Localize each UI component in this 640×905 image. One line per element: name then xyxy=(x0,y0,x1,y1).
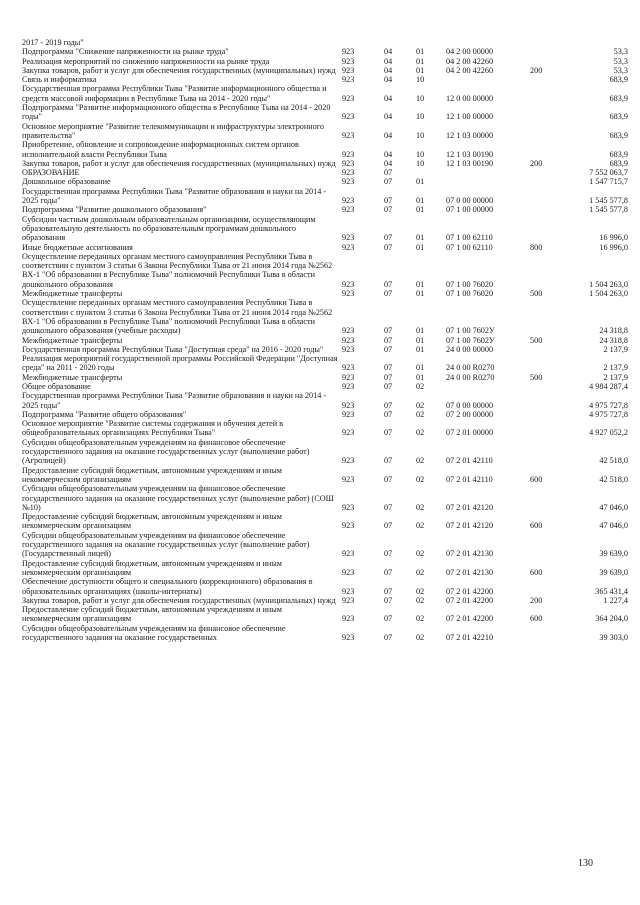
row-target-article: 07 0 00 00000 xyxy=(446,400,494,410)
row-name: Закупка товаров, работ и услуг для обеспечения государственных (муниципальных) нужд xyxy=(22,158,336,168)
row-section-code: 07 xyxy=(384,428,393,438)
row-amount: 24 318,8 xyxy=(599,326,628,336)
row-admin-code: 923 xyxy=(342,372,355,382)
row-subsection-code: 01 xyxy=(416,177,425,187)
row-admin-code: 923 xyxy=(342,233,355,243)
row-amount: 39 639,0 xyxy=(599,567,628,577)
row-amount: 47 046,0 xyxy=(599,502,628,512)
row-name: Иные бюджетные ассигнования xyxy=(22,242,133,252)
row-subsection-code: 02 xyxy=(416,474,425,484)
table-row xyxy=(22,57,628,66)
row-admin-code: 923 xyxy=(342,363,355,373)
table-row xyxy=(22,252,628,289)
row-amount: 1 547 715,7 xyxy=(589,177,628,187)
row-section-code: 04 xyxy=(384,56,393,66)
row-name: ОБРАЗОВАНИЕ xyxy=(22,168,80,178)
row-name: Государственная программа Республики Тыва "Доступная среда" на 2016 - 2020 годы" xyxy=(22,344,324,354)
row-section-code: 07 xyxy=(384,289,393,299)
row-section-code: 04 xyxy=(384,158,393,168)
row-section-code: 07 xyxy=(384,400,393,410)
row-expense-type: 200 xyxy=(530,158,543,168)
row-admin-code: 923 xyxy=(342,75,355,85)
row-name: Субсидии частным дошкольным образовательным организациям, осуществляющим образовательную деятельность по образовательным программам дошкольного образования xyxy=(22,214,316,243)
row-amount: 4 975 727,8 xyxy=(589,400,628,410)
row-admin-code: 923 xyxy=(342,242,355,252)
row-expense-type: 600 xyxy=(530,567,543,577)
row-section-code: 07 xyxy=(384,381,393,391)
row-section-code: 07 xyxy=(384,233,393,243)
row-amount: 4 984 287,4 xyxy=(589,381,628,391)
row-target-article: 07 1 00 76020 xyxy=(446,289,494,299)
row-amount: 42 518,0 xyxy=(599,456,628,466)
row-subsection-code: 02 xyxy=(416,400,425,410)
row-name: Подпрограмма "Снижение напряженности на рынке труда" xyxy=(22,47,229,57)
row-subsection-code: 02 xyxy=(416,521,425,531)
row-target-article: 12 1 03 00000 xyxy=(446,130,494,140)
row-target-article: 07 2 01 42130 xyxy=(446,549,494,559)
row-name: Предоставление субсидий бюджетным, автономным учреждениям и иным некоммерческим организациям xyxy=(22,465,282,484)
row-admin-code: 923 xyxy=(342,149,355,159)
table-row xyxy=(22,354,628,373)
row-section-code: 04 xyxy=(384,47,393,57)
row-section-code: 04 xyxy=(384,149,393,159)
row-name: Общее образование xyxy=(22,381,91,391)
table-row xyxy=(22,336,628,345)
row-subsection-code: 01 xyxy=(416,205,425,215)
row-admin-code: 923 xyxy=(342,474,355,484)
table-row xyxy=(22,298,628,335)
row-admin-code: 923 xyxy=(342,289,355,299)
row-name: Закупка товаров, работ и услуг для обеспечения государственных (муниципальных) нужд xyxy=(22,65,336,75)
row-name: Государственная программа Республики Тыва "Развитие информационного общества и средств массовой информации в Республике Тыва на 2014 - 2020 годы" xyxy=(22,84,327,103)
page-number: 130 xyxy=(578,858,593,869)
row-target-article: 07 2 00 00000 xyxy=(446,409,494,419)
table-row xyxy=(22,391,628,410)
row-section-code: 07 xyxy=(384,335,393,345)
row-target-article: 12 1 03 00190 xyxy=(446,158,494,168)
row-subsection-code: 01 xyxy=(416,289,425,299)
row-admin-code: 923 xyxy=(342,177,355,187)
row-target-article: 24 0 00 R0270 xyxy=(446,372,495,382)
row-target-article: 07 2 01 00000 xyxy=(446,428,494,438)
row-admin-code: 923 xyxy=(342,130,355,140)
table-row xyxy=(22,289,628,298)
row-name: 2017 - 2019 годы" xyxy=(22,38,84,47)
table-row xyxy=(22,410,628,419)
budget-table xyxy=(22,38,628,642)
row-subsection-code: 02 xyxy=(416,549,425,559)
row-subsection-code: 01 xyxy=(416,326,425,336)
row-amount: 24 318,8 xyxy=(599,335,628,345)
row-section-code: 04 xyxy=(384,75,393,85)
row-section-code: 07 xyxy=(384,633,393,642)
row-name: Подпрограмма "Развитие информационного общества в Республике Тыва на 2014 - 2020 годы" xyxy=(22,103,331,122)
row-admin-code: 923 xyxy=(342,112,355,122)
row-amount: 53,3 xyxy=(613,65,628,75)
row-amount: 2 137,9 xyxy=(603,372,628,382)
row-amount: 683,9 xyxy=(609,158,628,168)
row-section-code: 07 xyxy=(384,521,393,531)
row-name: Осуществление переданных органам местного самоуправления Республики Тыва в соответствии с пунктом 3 статьи 6 Закона Республики Тыва от 21 июня 2014 года №2562 ВХ-1 "Об образовании в Республике Тыва" полномочий Республики Тыва в области дошкольного образования xyxy=(22,251,333,289)
row-section-code: 07 xyxy=(384,205,393,215)
row-admin-code: 923 xyxy=(342,614,355,624)
row-target-article: 07 0 00 00000 xyxy=(446,196,494,206)
row-section-code: 07 xyxy=(384,372,393,382)
row-section-code: 07 xyxy=(384,242,393,252)
row-target-article: 12 0 00 00000 xyxy=(446,93,494,103)
row-section-code: 04 xyxy=(384,112,393,122)
row-expense-type: 800 xyxy=(530,242,543,252)
table-row xyxy=(22,47,628,56)
row-subsection-code: 01 xyxy=(416,242,425,252)
row-subsection-code: 02 xyxy=(416,614,425,624)
row-admin-code: 923 xyxy=(342,279,355,289)
row-section-code: 04 xyxy=(384,93,393,103)
row-admin-code: 923 xyxy=(342,158,355,168)
row-amount: 39 639,0 xyxy=(599,549,628,559)
row-target-article: 07 2 01 42200 xyxy=(446,614,494,624)
row-amount: 47 046,0 xyxy=(599,521,628,531)
row-target-article: 07 1 00 00000 xyxy=(446,205,494,215)
row-amount: 39 303,0 xyxy=(599,633,628,642)
row-amount: 683,9 xyxy=(609,112,628,122)
row-subsection-code: 10 xyxy=(416,149,425,159)
row-name: Межбюджетные трансферты xyxy=(22,289,123,299)
row-section-code: 07 xyxy=(384,474,393,484)
row-target-article: 24 0 00 00000 xyxy=(446,344,494,354)
row-amount: 1 545 577,8 xyxy=(589,196,628,206)
row-name: Основное мероприятие "Развитие системы содержания и обучения детей в общеобразовательных организациях Республики Тыва" xyxy=(22,419,284,438)
row-section-code: 07 xyxy=(384,344,393,354)
row-name: Закупка товаров, работ и услуг для обеспечения государственных (муниципальных) нужд xyxy=(22,595,336,605)
table-row xyxy=(22,373,628,382)
row-subsection-code: 01 xyxy=(416,344,425,354)
row-name: Осуществление переданных органам местного самоуправления Республики Тыва в соответствии с пунктом 3 статьи 6 Закона Республики Тыва от 21 июня 2014 года №2562 ВХ-1 "Об образовании в Республике Тыва" полномочий Республики Тыва в области дошкольного образования (учебные расходы) xyxy=(22,298,333,336)
row-name: Государственная программа Республики Тыва "Развитие образования и науки на 2014 - 2025 годы" xyxy=(22,186,327,206)
table-row xyxy=(22,577,628,596)
row-name: Предоставление субсидий бюджетным, автономным учреждениям и иным некоммерческим организациям xyxy=(22,512,282,531)
row-name: Субсидии общеобразовательным учреждениям на финансовое обеспечение государственного задания на оказание государственных услуг (выполнение работ) (Государственный лицей) xyxy=(22,530,310,559)
row-amount: 1 227,4 xyxy=(603,595,628,605)
row-subsection-code: 02 xyxy=(416,595,425,605)
row-target-article: 07 1 00 76020 xyxy=(446,279,494,289)
row-section-code: 04 xyxy=(384,130,393,140)
row-name: Основное мероприятие "Развитие телекоммуникации и инфраструктуры электронного правительства" xyxy=(22,121,325,140)
row-expense-type: 600 xyxy=(530,474,543,484)
table-row xyxy=(22,484,628,512)
row-expense-type: 200 xyxy=(530,595,543,605)
row-target-article: 07 2 01 42120 xyxy=(446,521,494,531)
row-name: Реализация мероприятий по снижению напряженности на рынке труда xyxy=(22,56,270,66)
row-section-code: 07 xyxy=(384,595,393,605)
row-subsection-code: 01 xyxy=(416,335,425,345)
row-expense-type: 500 xyxy=(530,372,543,382)
row-section-code: 07 xyxy=(384,279,393,289)
row-expense-type: 600 xyxy=(530,614,543,624)
row-subsection-code: 10 xyxy=(416,93,425,103)
row-name: Субсидии общеобразовательным учреждениям на финансовое обеспечение государственного задания на оказание государственных xyxy=(22,623,286,642)
row-subsection-code: 01 xyxy=(416,279,425,289)
row-name: Обеспечение доступности общего и специального (коррекционного) образования в образовательных организациях (школы-интернаты) xyxy=(22,577,313,596)
row-target-article: 07 2 01 42130 xyxy=(446,567,494,577)
row-target-article: 07 2 01 42110 xyxy=(446,474,493,484)
row-amount: 1 545 577,8 xyxy=(589,205,628,215)
row-name: Предоставление субсидий бюджетным, автономным учреждениям и иным некоммерческим организациям xyxy=(22,605,282,624)
table-row xyxy=(22,345,628,354)
row-subsection-code: 01 xyxy=(416,363,425,373)
row-admin-code: 923 xyxy=(342,549,355,559)
table-row xyxy=(22,605,628,624)
row-admin-code: 923 xyxy=(342,56,355,66)
table-row xyxy=(22,438,628,466)
row-target-article: 24 0 00 R0270 xyxy=(446,363,495,373)
row-subsection-code: 01 xyxy=(416,233,425,243)
row-name: Реализация мероприятий государственной программы Российской Федерации "Доступная среда" на 2011 - 2020 годы xyxy=(22,354,338,373)
row-admin-code: 923 xyxy=(342,456,355,466)
row-target-article: 12 1 00 00000 xyxy=(446,112,494,122)
table-row xyxy=(22,596,628,605)
row-name: Подпрограмма "Развитие общего образования" xyxy=(22,409,187,419)
row-section-code: 07 xyxy=(384,177,393,187)
row-section-code: 07 xyxy=(384,586,393,596)
row-admin-code: 923 xyxy=(342,400,355,410)
row-target-article: 07 2 01 42110 xyxy=(446,456,493,466)
table-row xyxy=(22,75,628,84)
row-section-code: 07 xyxy=(384,363,393,373)
row-expense-type: 500 xyxy=(530,289,543,299)
row-section-code: 07 xyxy=(384,409,393,419)
table-row xyxy=(22,466,628,485)
row-subsection-code: 01 xyxy=(416,65,425,75)
table-row xyxy=(22,205,628,214)
table-row xyxy=(22,187,628,206)
row-amount: 4 975 727,8 xyxy=(589,409,628,419)
table-row xyxy=(22,512,628,531)
row-subsection-code: 10 xyxy=(416,112,425,122)
row-amount: 42 518,0 xyxy=(599,474,628,484)
row-section-code: 07 xyxy=(384,168,393,178)
row-name: Подпрограмма "Развитие дошкольного образования" xyxy=(22,205,207,215)
table-row xyxy=(22,168,628,177)
row-name: Межбюджетные трансферты xyxy=(22,335,123,345)
table-row xyxy=(22,103,628,122)
row-subsection-code: 01 xyxy=(416,372,425,382)
row-amount: 364 204,0 xyxy=(595,614,628,624)
row-name: Субсидии общеобразовательным учреждениям на финансовое обеспечение государственного задания на оказание государственных услуг (выполнение работ) (СОШ №10) xyxy=(22,484,334,512)
row-target-article: 04 2 00 42260 xyxy=(446,65,494,75)
row-admin-code: 923 xyxy=(342,586,355,596)
row-subsection-code: 01 xyxy=(416,47,425,57)
row-expense-type: 500 xyxy=(530,335,543,345)
row-subsection-code: 02 xyxy=(416,586,425,596)
row-admin-code: 923 xyxy=(342,93,355,103)
row-subsection-code: 02 xyxy=(416,567,425,577)
row-amount: 683,9 xyxy=(609,75,628,85)
table-row xyxy=(22,531,628,559)
row-amount: 1 504 263,0 xyxy=(589,289,628,299)
row-admin-code: 923 xyxy=(342,381,355,391)
row-amount: 683,9 xyxy=(609,130,628,140)
row-amount: 16 996,0 xyxy=(599,242,628,252)
row-amount: 53,3 xyxy=(613,56,628,66)
row-admin-code: 923 xyxy=(342,344,355,354)
row-subsection-code: 01 xyxy=(416,56,425,66)
row-amount: 1 504 263,0 xyxy=(589,279,628,289)
row-section-code: 07 xyxy=(384,502,393,512)
row-admin-code: 923 xyxy=(342,633,355,642)
row-section-code: 04 xyxy=(384,65,393,75)
row-section-code: 07 xyxy=(384,567,393,577)
row-target-article: 07 1 00 62110 xyxy=(446,242,493,252)
row-subsection-code: 02 xyxy=(416,409,425,419)
table-row xyxy=(22,122,628,141)
row-target-article: 12 1 03 00190 xyxy=(446,149,494,159)
row-name: Государственная программа Республики Тыва "Развитие образования и науки на 2014 - 2025 годы" xyxy=(22,391,327,410)
row-admin-code: 923 xyxy=(342,168,355,178)
row-subsection-code: 02 xyxy=(416,428,425,438)
row-target-article: 07 2 01 42200 xyxy=(446,595,494,605)
row-target-article: 07 1 00 7602У xyxy=(446,326,495,336)
table-row xyxy=(22,215,628,243)
row-subsection-code: 10 xyxy=(416,158,425,168)
row-expense-type: 200 xyxy=(530,65,543,75)
row-target-article: 07 1 00 62110 xyxy=(446,233,493,243)
row-admin-code: 923 xyxy=(342,205,355,215)
row-subsection-code: 02 xyxy=(416,502,425,512)
row-name: Дошкольное образование xyxy=(22,177,111,187)
row-admin-code: 923 xyxy=(342,567,355,577)
table-row xyxy=(22,419,628,438)
table-row xyxy=(22,382,628,391)
row-section-code: 07 xyxy=(384,614,393,624)
table-row xyxy=(22,559,628,578)
row-amount: 7 552 063,7 xyxy=(589,168,628,178)
row-admin-code: 923 xyxy=(342,326,355,336)
row-amount: 53,3 xyxy=(613,47,628,57)
row-subsection-code: 10 xyxy=(416,75,425,85)
row-target-article: 07 2 01 42120 xyxy=(446,502,494,512)
row-name: Субсидии общеобразовательным учреждениям на финансовое обеспечение государственного задания на оказание государственных услуг (выполнение работ) (Агролицей) xyxy=(22,437,310,466)
row-target-article: 07 2 01 42200 xyxy=(446,586,494,596)
row-admin-code: 923 xyxy=(342,335,355,345)
row-amount: 16 996,0 xyxy=(599,233,628,243)
table-row xyxy=(22,243,628,252)
table-row xyxy=(22,84,628,103)
row-name: Связь и информатика xyxy=(22,75,97,85)
row-target-article: 04 2 00 00000 xyxy=(446,47,494,57)
table-row xyxy=(22,177,628,186)
row-admin-code: 923 xyxy=(342,428,355,438)
row-target-article: 07 2 01 42210 xyxy=(446,633,494,642)
table-row xyxy=(22,159,628,168)
row-admin-code: 923 xyxy=(342,502,355,512)
row-amount: 683,9 xyxy=(609,149,628,159)
row-admin-code: 923 xyxy=(342,196,355,206)
row-amount: 4 927 052,2 xyxy=(589,428,628,438)
row-target-article: 04 2 00 42260 xyxy=(446,56,494,66)
row-section-code: 07 xyxy=(384,456,393,466)
row-subsection-code: 02 xyxy=(416,456,425,466)
row-name: Приобретение, обновление и сопровождение информационных систем органов исполнительной власти Республики Тыва xyxy=(22,140,299,159)
row-name: Межбюджетные трансферты xyxy=(22,372,123,382)
row-name: Предоставление субсидий бюджетным, автономным учреждениям и иным некоммерческим организациям xyxy=(22,558,282,577)
row-admin-code: 923 xyxy=(342,47,355,57)
table-row xyxy=(22,624,628,643)
row-amount: 2 137,9 xyxy=(603,363,628,373)
row-section-code: 07 xyxy=(384,549,393,559)
row-subsection-code: 02 xyxy=(416,381,425,391)
row-amount: 2 137,9 xyxy=(603,344,628,354)
table-row xyxy=(22,66,628,75)
row-subsection-code: 01 xyxy=(416,196,425,206)
row-admin-code: 923 xyxy=(342,595,355,605)
row-subsection-code: 10 xyxy=(416,130,425,140)
row-admin-code: 923 xyxy=(342,65,355,75)
row-amount: 683,9 xyxy=(609,93,628,103)
table-row xyxy=(22,140,628,159)
table-row xyxy=(22,38,628,47)
row-admin-code: 923 xyxy=(342,409,355,419)
row-target-article: 07 1 00 7602У xyxy=(446,335,495,345)
row-subsection-code: 02 xyxy=(416,633,425,642)
row-admin-code: 923 xyxy=(342,521,355,531)
row-section-code: 07 xyxy=(384,196,393,206)
row-section-code: 07 xyxy=(384,326,393,336)
row-amount: 365 431,4 xyxy=(595,586,628,596)
row-expense-type: 600 xyxy=(530,521,543,531)
